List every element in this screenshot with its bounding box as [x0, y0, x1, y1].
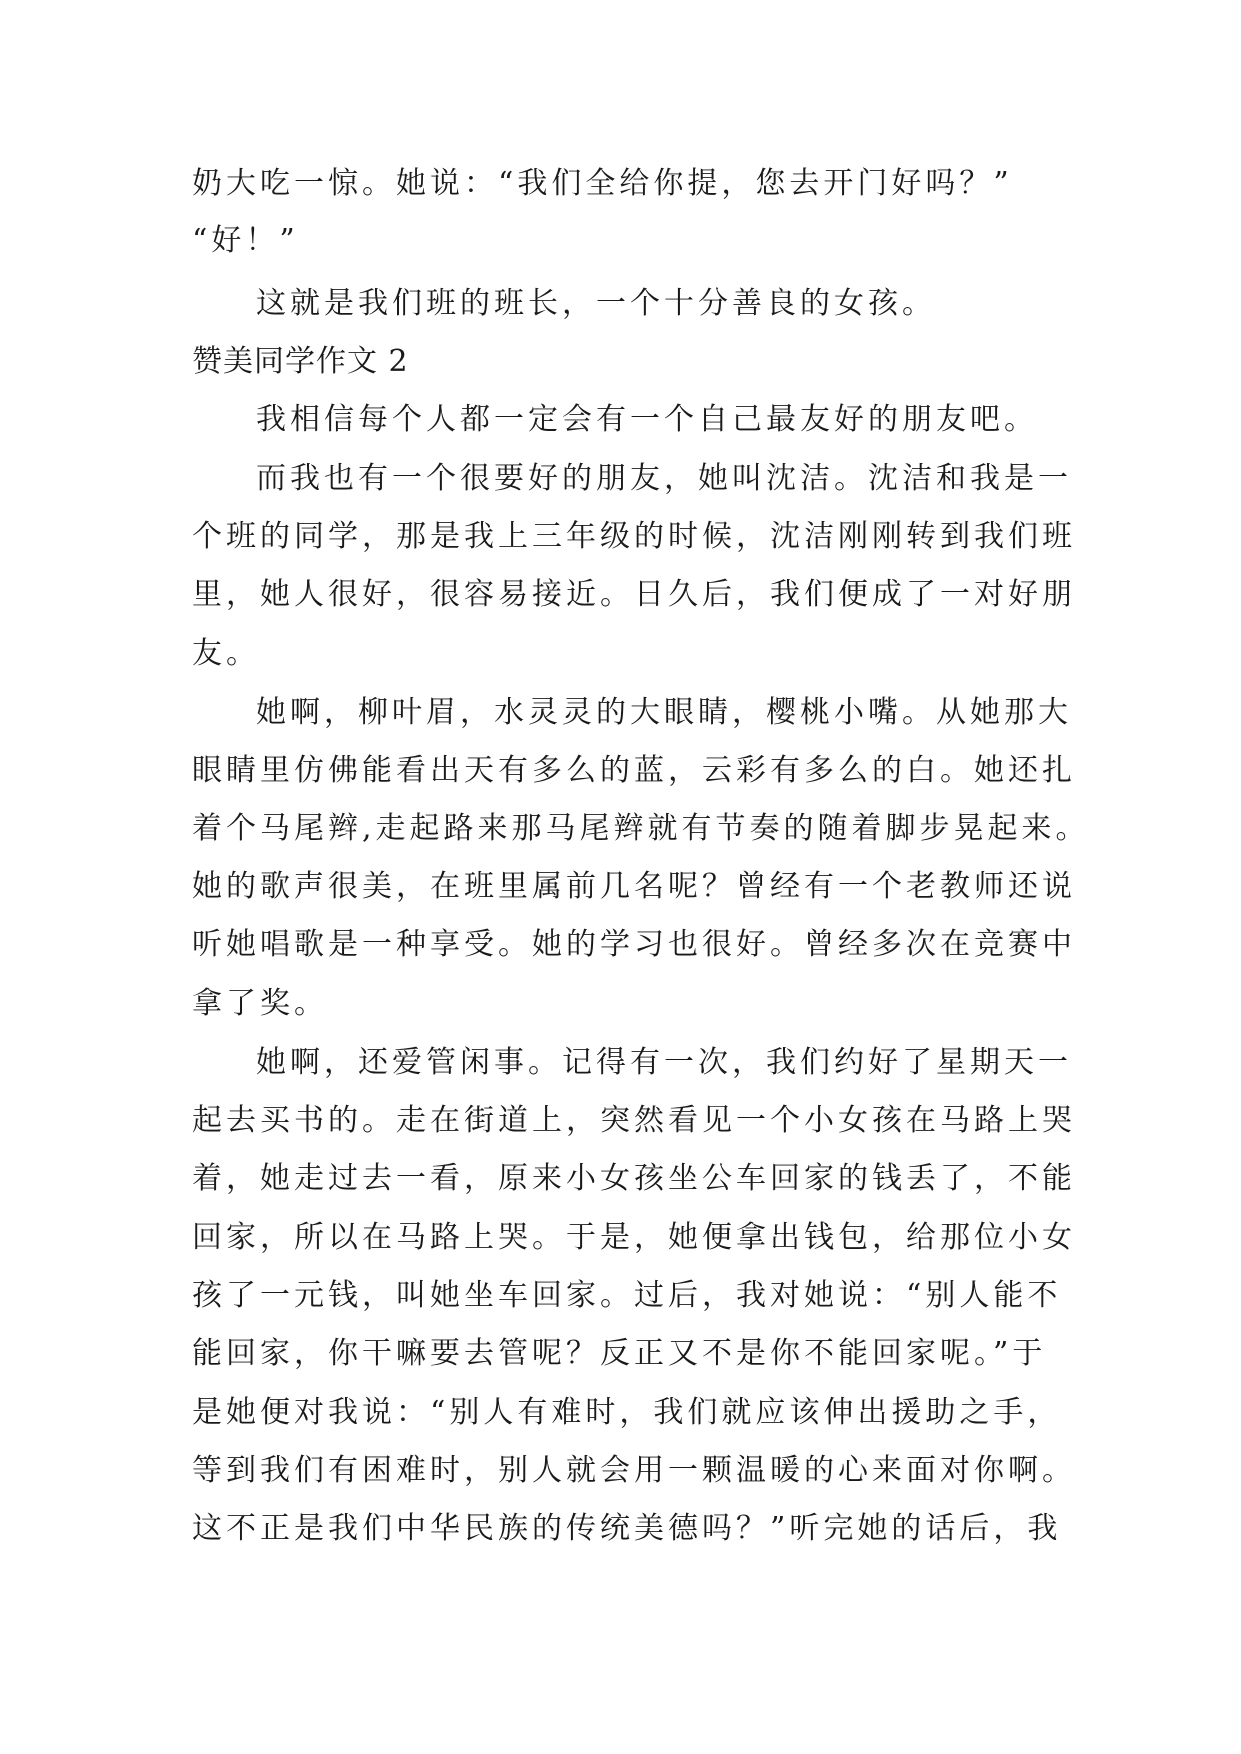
text-line: 能回家，你干嘛要去管呢？反正又不是你不能回家呢。”于 — [192, 1336, 1047, 1371]
text-line: 个班的同学，那是我上三年级的时候，沈洁刚刚转到我们班 — [192, 519, 1076, 554]
text-line: 是她便对我说：“别人有难时，我们就应该伸出援助之手， — [192, 1395, 1062, 1430]
text-line: 里，她人很好，很容易接近。日久后，我们便成了一对好朋 — [192, 577, 1076, 612]
text-line: 回家，所以在马路上哭。于是，她便拿出钱包，给那位小女 — [192, 1220, 1076, 1255]
text-line: 着个马尾辫,走起路来那马尾辫就有节奏的随着脚步晃起来。 — [192, 811, 1090, 846]
text-line: 起去买书的。走在街道上，突然看见一个小女孩在马路上哭 — [192, 1103, 1076, 1138]
text-line: 听她唱歌是一种享受。她的学习也很好。曾经多次在竞赛中 — [192, 927, 1076, 962]
text-line: 她的歌声很美，在班里属前几名呢？曾经有一个老教师还说 — [192, 869, 1076, 904]
text-line: 我相信每个人都一定会有一个自己最友好的朋友吧。 — [256, 402, 1038, 437]
text-line: 孩了一元钱，叫她坐车回家。过后，我对她说：“别人能不 — [192, 1278, 1062, 1313]
text-line: “好！” — [192, 223, 299, 258]
text-line: 等到我们有困难时，别人就会用一颗温暖的心来面对你啊。 — [192, 1453, 1076, 1488]
section-heading: 赞美同学作文 2 — [192, 344, 409, 379]
text-line: 眼睛里仿佛能看出天有多么的蓝，云彩有多么的白。她还扎 — [192, 753, 1076, 788]
text-line: 拿了奖。 — [192, 986, 328, 1021]
text-line: 她啊，还爱管闲事。记得有一次，我们约好了星期天一 — [256, 1045, 1072, 1080]
text-line: 奶大吃一惊。她说：“我们全给你提，您去开门好吗？” — [192, 166, 1013, 201]
text-line: 而我也有一个很要好的朋友，她叫沈洁。沈洁和我是一 — [256, 461, 1072, 496]
text-line: 友。 — [192, 636, 260, 671]
text-line: 这不正是我们中华民族的传统美德吗？”听完她的话后，我 — [192, 1511, 1062, 1546]
text-line: 这就是我们班的班长，一个十分善良的女孩。 — [256, 286, 936, 321]
text-line: 着，她走过去一看，原来小女孩坐公车回家的钱丢了，不能 — [192, 1161, 1076, 1196]
text-line: 她啊，柳叶眉，水灵灵的大眼睛，樱桃小嘴。从她那大 — [256, 695, 1072, 730]
